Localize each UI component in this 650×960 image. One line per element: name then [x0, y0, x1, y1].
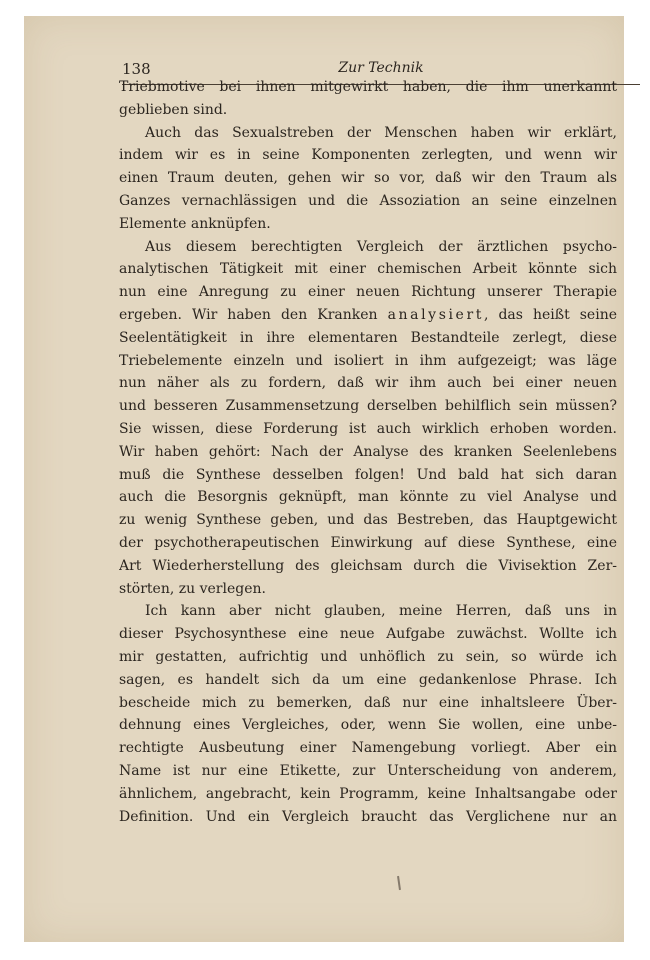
text-line: dieser Psychosynthese eine neue Aufgabe zuwächst. Wollte ich — [119, 626, 617, 643]
page-number: 138 — [122, 60, 151, 78]
text-line: Sie wissen, diese Forderung ist auch wirklich erhoben worden. — [119, 420, 617, 437]
text-line-spaced — [119, 304, 617, 327]
text-line: geblieben sind. — [119, 101, 228, 118]
text-line: Seelentätigkeit in ihre elementaren Bestandteile zerlegt, diese — [119, 329, 617, 346]
text-line: Aus diesem berechtigten Vergleich der ärztlichen psycho- — [145, 238, 617, 255]
running-title: Zur Technik — [338, 60, 424, 76]
text-line: Triebelemente einzeln und isoliert in ihm aufgezeigt; was läge — [119, 352, 617, 369]
text-line: Definition. Und ein Vergleich braucht das Verglichene nur an — [119, 808, 617, 825]
text-line: Ich kann aber nicht glauben, meine Herren, daß uns in — [145, 603, 617, 620]
text-line: ähnlichem, angebracht, kein Programm, keine Inhaltsangabe oder — [119, 785, 617, 802]
text-line: Auch das Sexualstreben der Menschen haben wir erklärt, — [145, 124, 617, 141]
text-line: der psychotherapeutischen Einwirkung auf diese Synthese, eine — [119, 534, 617, 551]
text-line: nun näher als zu fordern, daß wir ihm auch bei einer neuen — [119, 375, 617, 392]
text-line: Art Wiederherstellung des gleichsam durch die Vivisektion Zer- — [119, 557, 617, 574]
text-line: zu wenig Synthese geben, und das Bestreben, das Hauptgewicht — [119, 512, 617, 529]
text-line: Wir haben gehört: Nach der Analyse des kranken Seelenlebens — [119, 443, 617, 460]
text-line: Elemente anknüpfen. — [119, 215, 271, 232]
text-line: dehnung eines Vergleiches, oder, wenn Sie wollen, eine unbe- — [119, 717, 617, 734]
text-line: sagen, es handelt sich da um eine gedankenlose Phrase. Ich — [119, 671, 617, 688]
body-text — [119, 76, 617, 828]
text-line: Triebmotive bei ihnen mitgewirkt haben, die ihm unerkannt — [119, 79, 617, 95]
text-line: und besseren Zusammensetzung derselben behilflich sein müssen? — [119, 398, 617, 415]
text-line: Name ist nur eine Etikette, zur Unterscheidung von anderem, — [119, 762, 617, 779]
text-line: Ganzes vernachlässigen und die Assoziation an seine einzelnen — [119, 192, 617, 209]
text-line: einen Traum deuten, gehen wir so vor, daß wir den Traum als — [119, 170, 617, 187]
text-line: rechtigte Ausbeutung einer Namengebung vorliegt. Aber ein — [119, 740, 617, 757]
text-line: analytischen Tätigkeit mit einer chemischen Arbeit könnte sich — [119, 261, 617, 278]
text-line: nun eine Anregung zu einer neuen Richtung unserer Therapie — [119, 284, 617, 301]
text-line: auch die Besorgnis geknüpft, man könnte zu viel Analyse und — [119, 489, 617, 506]
text-line: störten, zu verlegen. — [119, 580, 266, 597]
text-line: indem wir es in seine Komponenten zerlegten, und wenn wir — [119, 147, 617, 164]
text-line: muß die Synthese desselben folgen! Und bald hat sich daran — [119, 466, 617, 483]
emphasized-word: analysiert — [387, 306, 484, 323]
line-start: ergeben. Wir haben den Kranken — [119, 306, 378, 323]
line-end: , das heißt seine — [483, 306, 617, 323]
text-line: bescheide mich zu bemerken, daß nur eine inhaltsleere Über- — [119, 694, 617, 711]
text-line: mir gestatten, aufrichtig und unhöflich zu sein, so würde ich — [119, 648, 617, 665]
